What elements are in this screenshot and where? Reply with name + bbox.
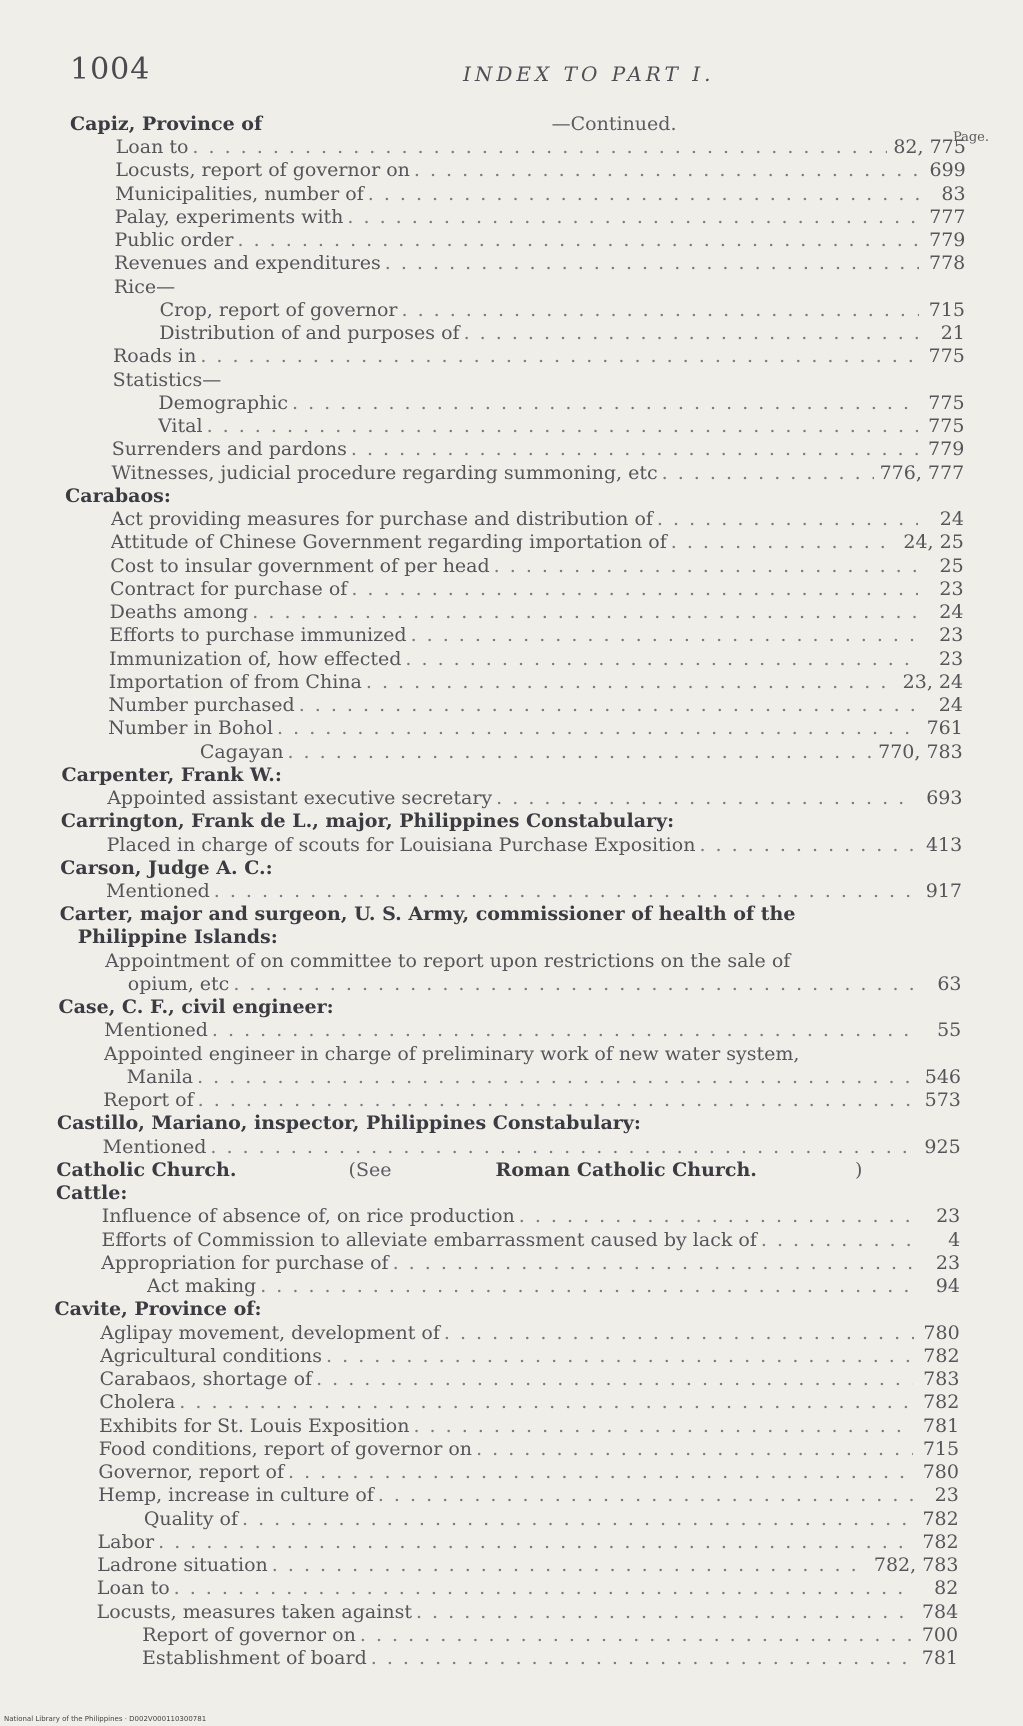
entry-text: Cagayan [199,740,284,763]
entry-text: Number in Bohol [108,717,274,740]
entry-text: Governor, report of [98,1461,285,1484]
entry-text: Carson, Judge A. C.: [60,856,273,879]
page-reference: 83 [941,182,966,205]
page-reference: 700 [921,1623,959,1646]
page-reference: 699 [929,159,966,182]
entry-text: Influence of absence of, on rice production [101,1205,515,1228]
dot-leader [409,1414,913,1438]
page-reference: 925 [924,1135,961,1158]
entry-text: Vital [158,415,203,438]
entry-text: Mentioned [106,880,210,902]
dot-leader [364,182,920,206]
page-reference: 775 [928,345,965,368]
entry-text: Manila [126,1065,194,1088]
page-reference: 779 [929,229,966,252]
entry-text-part: Roman Catholic Church. [495,1158,757,1181]
index-entry [144,1507,959,1531]
index-entry [101,1228,960,1252]
page-reference: 782 [923,1391,960,1414]
entry-text: Placed in charge of scouts for Louisiana Purchase Exposition [106,833,696,856]
dot-leader [234,228,920,252]
index-entry [115,182,966,206]
index-heading [65,484,964,508]
dot-leader [374,1483,913,1507]
index-entry [100,1321,959,1345]
entry-text: Witnesses, judicial procedure regarding summoning, etc [111,461,658,484]
index-heading [60,856,962,880]
dot-leader [492,786,916,810]
entry-text: Carabaos, shortage of [99,1368,313,1391]
index-entry [159,321,965,345]
entry-text: Efforts to purchase immunized [109,624,407,647]
index-entry [109,623,963,647]
page-reference: 715 [928,298,966,321]
index-entry [99,1414,959,1438]
page-reference: 782 [922,1530,959,1553]
dot-leader [283,740,872,764]
dot-leader [154,1530,912,1554]
entry-text: Carpenter, Frank W.: [61,763,282,786]
dot-leader [273,716,917,740]
index-heading [57,1111,961,1135]
page-reference: 24 [939,508,964,531]
index-entry [147,1274,960,1298]
page-reference: 23 [939,577,964,600]
index-entry [107,833,963,857]
index-heading [56,1158,960,1182]
index-entry [99,1390,959,1414]
page-reference: 780 [922,1461,959,1484]
entry-text: Mentioned [104,1019,208,1042]
page-reference: 21 [940,322,965,345]
dot-leader [472,1437,913,1461]
entry-text: Cavite, Province of: [54,1298,262,1321]
dot-leader [460,321,919,345]
page-reference: 94 [935,1275,960,1298]
page-reference: 778 [928,252,966,275]
entry-text: Philippine Islands: [77,926,278,949]
entry-text: Act making [146,1275,257,1298]
dot-leader [188,135,887,159]
index-heading [58,995,961,1019]
page-reference: 24 [938,694,963,717]
index-entry [128,972,962,996]
page-reference: 546 [924,1065,962,1088]
entry-text: Crop, report of governor [159,298,398,321]
index-entry [111,461,964,485]
page-reference: 917 [925,880,962,902]
index-entry [115,158,965,182]
entry-text: Demographic [158,391,288,414]
dot-leader [367,1646,912,1670]
index-entry [100,1344,960,1368]
index-entry [98,1483,959,1507]
entry-text-part: —Continued. [551,113,677,135]
entry-text: Agricultural conditions [99,1344,323,1367]
entry-text: Appointment of on committee to report upon restrictions on the sale of [105,949,791,972]
index-entry [110,554,963,578]
index-heading [61,809,962,833]
index-entry [113,368,965,392]
dot-leader [295,693,917,717]
page-reference: 413 [925,833,963,856]
page-reference: 25 [939,554,964,577]
page-reference: 63 [937,972,962,995]
entry-text: Attitude of Chinese Government regarding importation of [110,531,667,554]
dot-leader [401,647,917,671]
dot-leader [288,391,919,415]
page-number: 1004 [70,52,151,87]
page-reference: 775 [928,391,965,414]
entry-text: Quality of [143,1507,238,1530]
dot-leader [653,507,918,531]
dot-leader [347,437,918,461]
dot-leader [248,600,917,624]
dot-leader [322,1344,914,1368]
index-entry [142,1646,958,1670]
entry-text: Locusts, report of governor on [115,159,410,182]
index-heading [70,112,966,136]
page-reference: 23 [939,624,964,647]
dot-leader [312,1367,913,1391]
dot-leader [362,670,897,694]
entry-text: Cholera [99,1391,176,1414]
dot-leader [347,577,917,601]
index-entry [109,670,963,694]
entry-text: Carabaos: [65,484,171,507]
index-entry [115,205,966,229]
entry-text: Cattle: [56,1182,128,1205]
entry-text: Ladrone situation [97,1554,268,1577]
dot-leader [343,205,919,229]
index-heading [62,763,963,787]
entry-text: Revenues and expenditures [114,252,381,275]
index-entry [97,1553,958,1577]
entry-text: Labor [97,1530,155,1553]
index-entry [114,275,965,299]
page-reference: 23 [935,1251,961,1274]
dot-leader [175,1390,913,1414]
page-reference: 781 [921,1647,958,1669]
entry-text: Rice— [113,275,176,298]
dot-leader [170,1576,913,1600]
index-entry [116,135,966,159]
entry-text: Roads in [112,345,197,368]
dot-leader [356,1623,912,1647]
entry-text: Contract for purchase of [109,577,348,600]
page-column-label: Page. [952,130,989,145]
index-entry [106,879,962,903]
index-entry [97,1576,958,1600]
index-entry [103,1088,961,1112]
index-entry [200,740,963,764]
entry-text: Mentioned [102,1135,207,1158]
index-entry [101,1251,960,1275]
entry-text: Case, C. F., civil engineer: [58,996,334,1019]
index-entry [105,949,962,973]
dot-leader [412,1600,912,1624]
dot-leader [397,298,919,322]
index-entry [97,1600,959,1624]
index-entry [114,251,965,275]
dot-leader [229,972,915,996]
page-reference: 777 [929,205,966,228]
entry-text: opium, etc [127,972,230,995]
page-reference: 23 [936,1205,961,1228]
page-reference: 783 [923,1368,960,1391]
dot-leader [284,1460,913,1484]
page-reference: 781 [922,1414,960,1437]
page-reference: 55 [937,1019,962,1042]
page-reference: 23, 24 [902,670,964,693]
index-entry [112,437,965,461]
dot-leader [407,623,918,647]
entry-text: Loan to [96,1577,170,1600]
page-reference: 82, 775 [893,136,966,159]
dot-leader [440,1321,914,1345]
footer-credit: National Library of the Philippines · D002V000110300781 [4,1715,207,1723]
dot-leader [757,1228,914,1252]
page-reference: 782, 783 [873,1554,959,1577]
entry-text: Efforts of Commission to alleviate embarrassment caused by lack of [101,1228,757,1251]
page-reference: 779 [928,438,965,461]
index-entry [108,693,963,717]
index-entry [113,344,965,368]
index-heading [55,1297,960,1321]
entry-text: Castillo, Mariano, inspector, Philippines Constabulary: [56,1112,641,1135]
entry-text: Catholic Church. [56,1158,237,1181]
page-reference: 782 [922,1507,959,1530]
dot-leader [268,1553,868,1577]
dot-leader [193,1065,915,1089]
dot-leader [208,1018,915,1042]
index-entry [107,786,962,810]
entry-text: Aglipay movement, development of [100,1321,440,1344]
page-reference: 770, 783 [878,740,963,763]
entry-text: Food conditions, report of governor on [98,1437,473,1460]
dot-leader [238,1507,913,1531]
entry-text: Report of [103,1089,194,1112]
entry-text: Cost to insular government of per head [110,554,490,577]
entry-text: Hemp, increase in culture of [98,1484,374,1507]
entry-text: Number purchased [108,694,295,717]
page-reference: 775 [928,415,965,438]
index-entry [142,1623,958,1647]
index-entry [99,1437,959,1461]
index-entry [104,1042,961,1066]
page-reference: 780 [923,1321,960,1344]
index-entry [109,647,963,671]
dot-leader [194,1088,915,1112]
dot-leader [695,833,916,857]
entry-text: Act providing measures for purchase and distribution of [110,508,653,531]
index-entry [114,228,965,252]
dot-leader [210,879,916,903]
index-heading [56,1181,960,1205]
entry-text: Capiz, Province of [70,113,263,135]
page-reference: 23 [934,1484,959,1507]
page-reference: 776, 777 [879,461,965,484]
entry-text: Municipalities, number of [115,182,364,205]
page-reference: 82 [934,1577,959,1600]
entry-text: Appointed engineer in charge of preliminary work of new water system, [103,1042,800,1065]
page-reference: 4 [948,1228,961,1251]
dot-leader [515,1204,915,1228]
running-title: INDEX TO PART I. [463,62,715,86]
dot-leader [389,1251,914,1275]
entry-text: Locusts, measures taken against [96,1600,412,1623]
page-reference: 693 [926,787,963,810]
entry-text: Distribution of and purposes of [159,322,460,345]
index-entry [98,1530,959,1554]
dot-leader [381,251,919,275]
entry-text: Public order [114,229,234,252]
index-entry [158,414,964,438]
index-entry [111,507,964,531]
dot-leader [196,344,918,368]
index-entry [98,1460,959,1484]
entry-text-part: ) [855,1158,863,1181]
index-entry [127,1065,961,1089]
index-entry [110,600,964,624]
dot-leader [410,158,920,182]
index-entry [102,1204,961,1228]
entry-text: Palay, experiments with [114,205,344,228]
dot-leader [667,530,898,554]
entry-text: Report of governor on [142,1623,356,1646]
page-reference: 761 [926,717,963,740]
page-reference: 784 [921,1600,959,1623]
index-entry [111,530,964,554]
index-entry [104,1018,961,1042]
entry-text: Appointed assistant executive secretary [107,787,493,810]
index-entry [103,1135,961,1159]
dot-leader [658,461,874,485]
page-reference: 715 [922,1437,960,1460]
entry-text: Establishment of board [142,1647,367,1669]
dot-leader [203,414,919,438]
dot-leader [206,1135,914,1159]
entry-text: Loan to [115,136,189,159]
entry-text: Carrington, Frank de L., major, Philippines Constabulary: [60,810,675,833]
entry-text: Importation of from China [108,670,362,693]
page-reference: 782 [923,1344,960,1367]
page-reference: 24 [939,601,964,624]
index-entry [158,391,964,415]
entry-text: Exhibits for St. Louis Exposition [99,1414,410,1437]
index-entry [108,716,963,740]
page-reference: 23 [939,647,964,670]
dot-leader [490,554,918,578]
index-entry [110,577,964,601]
entry-text: Surrenders and pardons [111,438,347,461]
index-heading [60,902,962,926]
entry-text: Statistics— [112,368,222,391]
entry-text-part: (See [348,1158,392,1181]
entry-text: Carter, major and surgeon, U. S. Army, commissioner of health of the [59,903,796,926]
entry-text: Appropriation for purchase of [101,1251,389,1274]
index-heading [78,925,962,949]
entry-text: Immunization of, how effected [109,647,402,670]
page-reference: 24, 25 [903,531,964,554]
index-entry [100,1367,960,1391]
dot-leader [256,1274,914,1298]
entry-text: Deaths among [109,601,249,624]
page-reference: 573 [924,1089,961,1112]
index-entry [160,298,965,322]
